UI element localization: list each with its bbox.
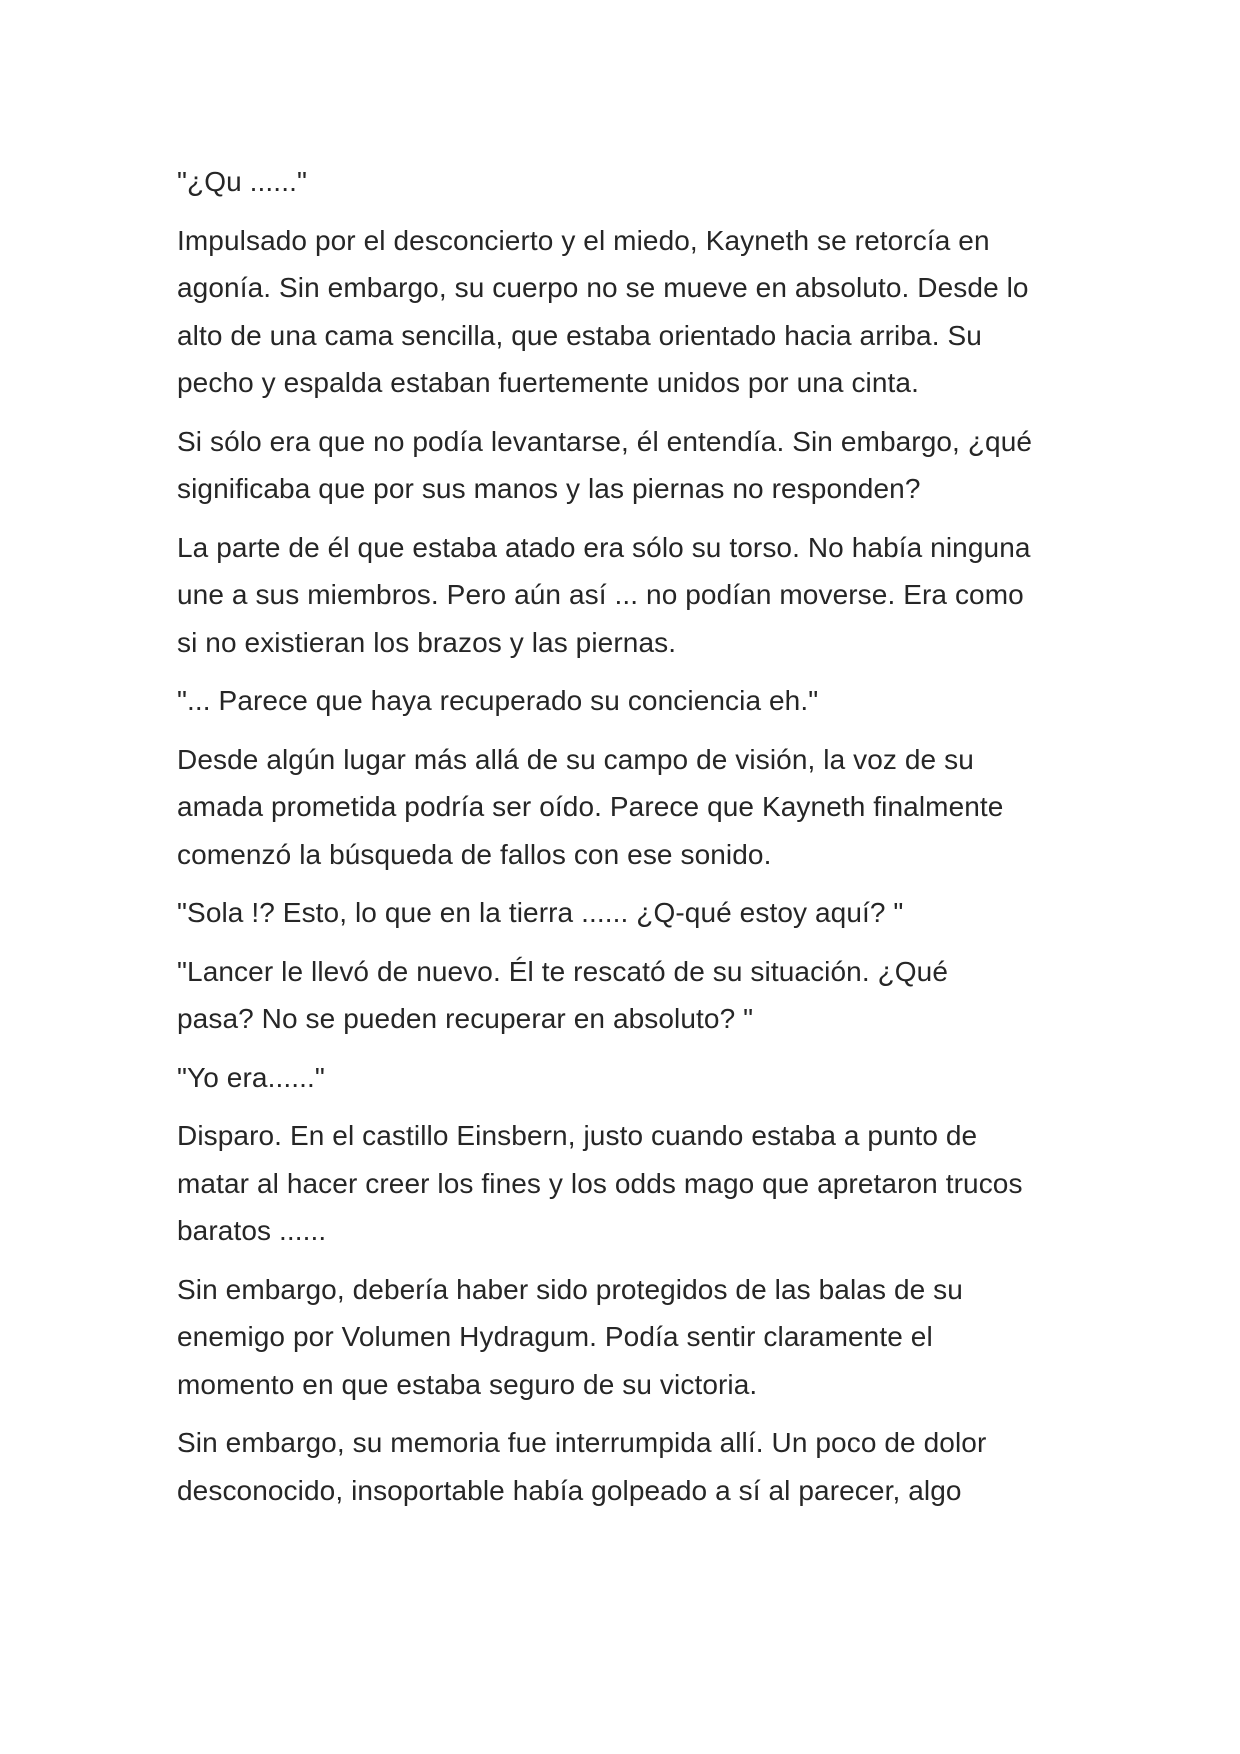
paragraph-12: Sin embargo, su memoria fue interrumpida allí. Un poco de dolor desconocido, insoportable había golpeado a sí al parecer, algo (177, 1427, 987, 1506)
paragraph-8: "Lancer le llevó de nuevo. Él te rescató de su situación. ¿Qué pasa? No se pueden recuperar en absoluto? " (177, 955, 949, 1034)
paragraph-4: La parte de él que estaba atado era sólo su torso. No había ninguna une a sus miembros. Pero aún así ... no podían moverse. Era como si no existieran los brazos y las piernas. (177, 531, 1031, 658)
paragraph-6: Desde algún lugar más allá de su campo de visión, la voz de su amada prometida podría ser oído. Parece que Kayneth finalmente comenzó la búsqueda de fallos con ese sonido. (177, 743, 1004, 870)
paragraph-9: "Yo era......" (177, 1061, 325, 1093)
paragraph-2: Impulsado por el desconcierto y el miedo, Kayneth se retorcía en agonía. Sin embargo, su cuerpo no se mueve en absoluto. Desde lo alto de una cama sencilla, que estaba orientado hacia arriba. Su pecho y espalda estaban fuertemente unidos por una cinta. (177, 224, 1029, 398)
paragraph-7: "Sola !? Esto, lo que en la tierra ...... ¿Q-qué estoy aquí? " (177, 897, 904, 928)
paragraph-11: Sin embargo, debería haber sido protegidos de las balas de su enemigo por Volumen Hydragum. Podía sentir claramente el momento en que estaba seguro de su victoria. (177, 1273, 963, 1400)
paragraph-3: Si sólo era que no podía levantarse, él entendía. Sin embargo, ¿qué significaba que por sus manos y las piernas no responden? (177, 425, 1033, 504)
body-text (177, 158, 1077, 1525)
paragraph-10: Disparo. En el castillo Einsbern, justo cuando estaba a punto de matar al hacer creer los fines y los odds mago que apretaron trucos baratos ...... (177, 1120, 1023, 1246)
paragraph-5: "... Parece que haya recuperado su conciencia eh." (177, 685, 819, 716)
paragraph-1: "¿Qu ......" (177, 166, 307, 197)
